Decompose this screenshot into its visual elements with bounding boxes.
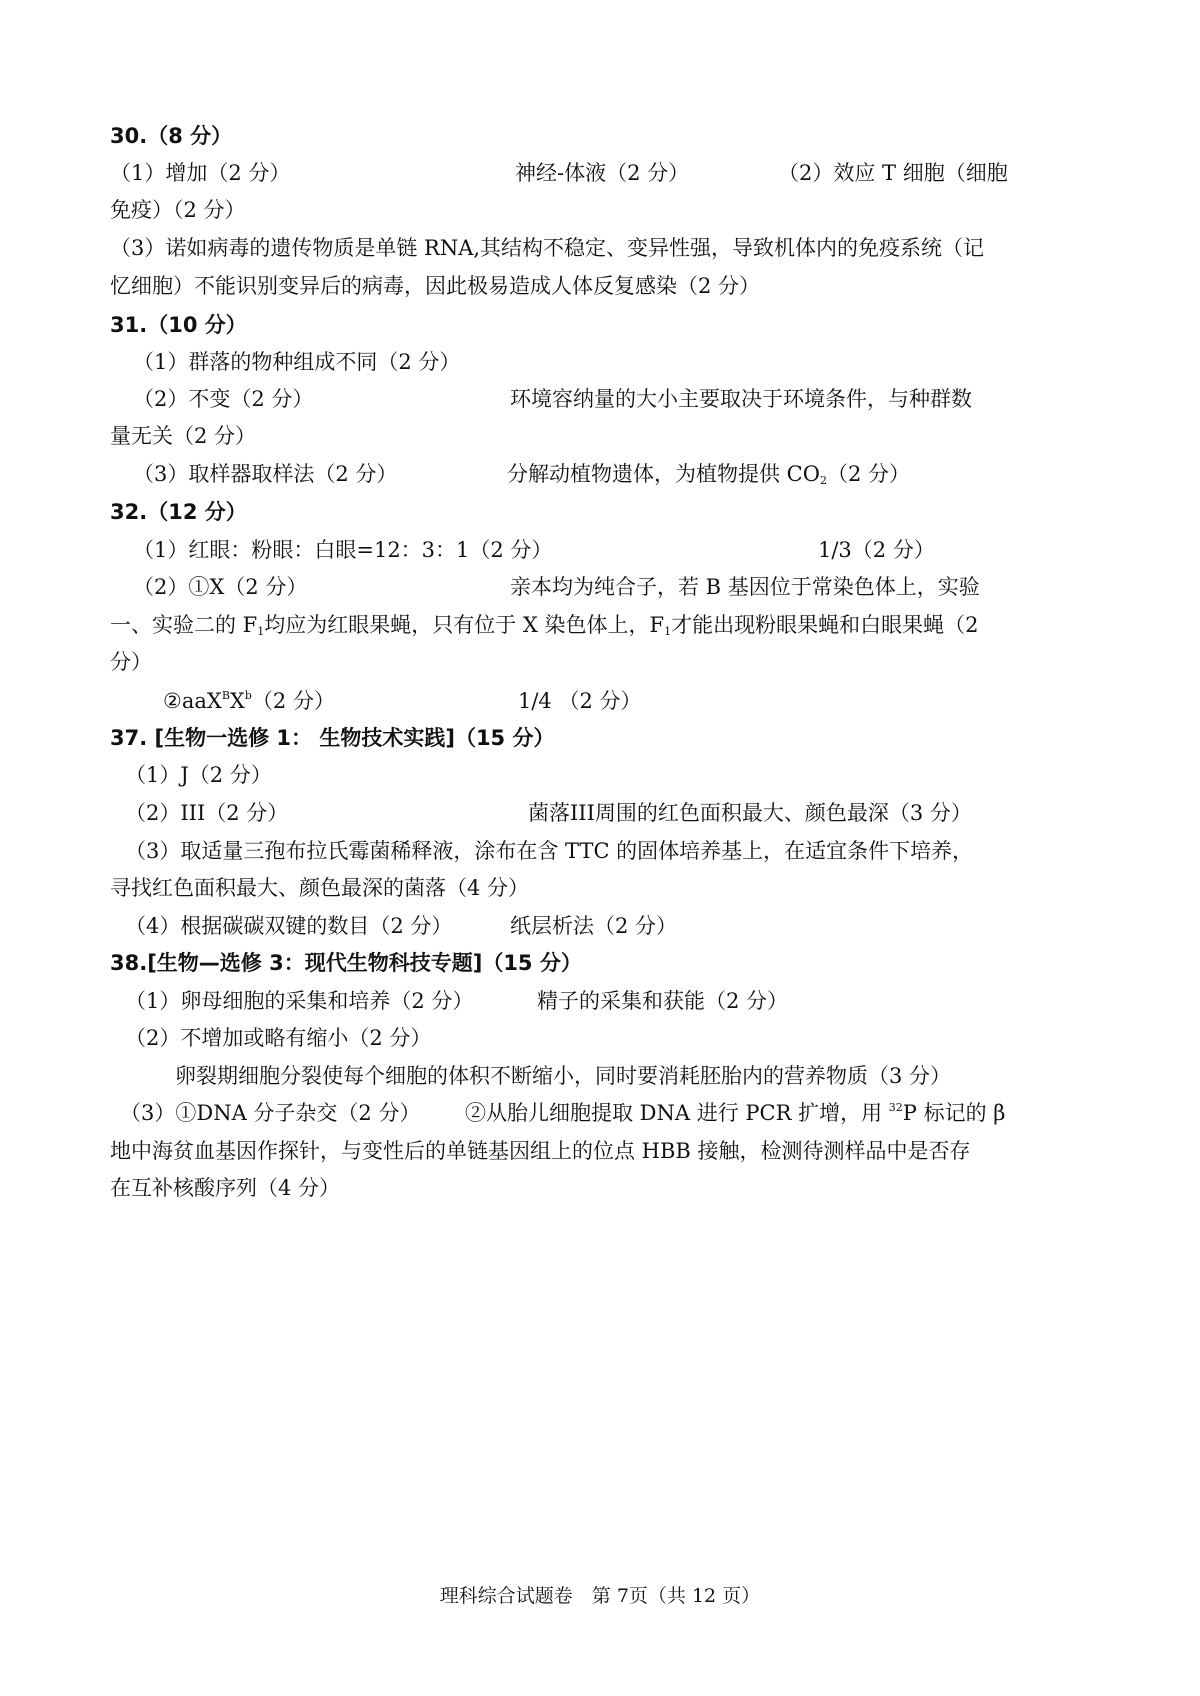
q32-answer-row-3: [0, 681, 1200, 721]
q32-answer-3: $②aaX^BX^b(2$ 分）: [163, 689, 335, 713]
q37-answer-4: （4）根据碳碳双键的数目（2 分）: [125, 914, 453, 938]
q31-answer-3: （3）取样器取样法（2 分）: [133, 462, 398, 486]
q32-answer-2b: 亲本均为纯合子，若 B 基因位于常染色体上，实验: [510, 575, 980, 599]
q38-answer-1: （1）卵母细胞的采集和培养（2 分）: [125, 989, 474, 1013]
q32-answer-2c: 一、实验二的 $F_1$均应为红眼果蝇，只有位于 X 染色体上，$F_1$才能出现粉眼果蝇和白眼果蝇（2: [110, 613, 979, 638]
q31-answer-2: （2）不变（2 分）: [133, 387, 314, 411]
q38-answer-row-3: [0, 1093, 1200, 1133]
q32-answer-row-2: [0, 567, 1200, 607]
q37-heading: 37. [生物一选修 1： 生物技术实践]（15 分）: [110, 726, 555, 750]
q38-answer-2b: 卵裂期细胞分裂使每个细胞的体积不断缩小，同时要消耗胚胎内的营养物质（3 分）: [175, 1064, 952, 1088]
q30-heading: 30.（8 分）: [110, 124, 233, 148]
q31-answer-3b: 分解动植物遗体，为植物提供 $CO_2(2$ 分）: [507, 462, 911, 487]
q38-answer-3-line-2: 地中海贫血基因作探针，与变性后的单链基因组上的位点 HBB 接触，检测待测样品中是否存: [110, 1139, 971, 1163]
q37-answer-4b: 纸层析法（2 分）: [510, 914, 678, 938]
q38-answer-3-line-3: 在互补核酸序列（4 分）: [110, 1176, 341, 1200]
q30-answer-1b: 神经-体液（2 分）: [515, 161, 690, 185]
q38-answer-1b: 精子的采集和获能（2 分）: [537, 989, 789, 1013]
page-footer: 理科综合试题卷 第 7页（共 12 页）: [439, 1585, 761, 1607]
q32-answer-2: （2）①X（2 分）: [133, 575, 308, 599]
q37-answer-2b: 菌落III周围的红色面积最大、颜色最深（3 分）: [528, 801, 972, 825]
q31-heading: 31.（10 分）: [110, 313, 247, 337]
q31-answer-row-2: [0, 379, 1200, 419]
q37-answer-3-line-2: 寻找红色面积最大、颜色最深的菌落（4 分）: [110, 876, 530, 900]
q31-answer-2c: 量无关（2 分）: [110, 424, 257, 448]
q32-answer-row-1: [0, 530, 1200, 570]
q30-answer-1: （1）增加（2 分）: [110, 161, 291, 185]
q37-answer-row-4: [0, 906, 1200, 946]
q38-answer-2: （2）不增加或略有缩小（2 分）: [125, 1026, 432, 1050]
q30-answer-3-line-2: 忆细胞）不能识别变异后的病毒，因此极易造成人体反复感染（2 分）: [110, 274, 761, 298]
q32-answer-1: （1）红眼：粉眼：白眼=12：3：1（2 分）: [133, 538, 553, 562]
q30-answer-3-line-1: （3）诺如病毒的遗传物质是单链 RNA,其结构不稳定、变异性强，导致机体内的免疫系统（记: [110, 236, 985, 260]
q32-answer-3b: 1/4 （2 分）: [518, 689, 642, 713]
q37-answer-2: （2）III（2 分）: [125, 801, 289, 825]
q32-answer-2d: 分）: [110, 650, 152, 674]
q32-answer-1b: 1/3（2 分）: [818, 538, 935, 562]
q37-answer-row-2: [0, 793, 1200, 833]
q31-answer-row-3: [0, 454, 1200, 494]
q37-answer-3-line-1: （3）取适量三孢布拉氏霉菌稀释液，涂布在含 TTC 的固体培养基上，在适宜条件下培养，: [125, 839, 974, 863]
q30-answer-row-1: [0, 153, 1200, 193]
q32-heading: 32.（12 分）: [110, 500, 247, 524]
q38-answer-3: （3）①DNA 分子杂交（2 分）: [120, 1101, 421, 1125]
q38-heading: 38.[生物—选修 3：现代生物科技专题]（15 分）: [110, 951, 582, 975]
q30-answer-row-2: 免疫）（2 分）: [110, 198, 246, 222]
q30-answer-2: （2）效应 T 细胞（细胞: [778, 161, 1008, 185]
q31-answer-1: （1）群落的物种组成不同（2 分）: [133, 350, 461, 374]
q37-answer-1: （1）J（2 分）: [125, 763, 272, 787]
q38-answer-row-1: [0, 981, 1200, 1021]
q31-answer-2b: 环境容纳量的大小主要取决于环境条件，与种群数: [510, 387, 972, 411]
q38-answer-3b: ②从胎儿细胞提取 DNA 进行 PCR 扩增，用 $^{32}$P 标记的 β: [465, 1101, 1006, 1125]
